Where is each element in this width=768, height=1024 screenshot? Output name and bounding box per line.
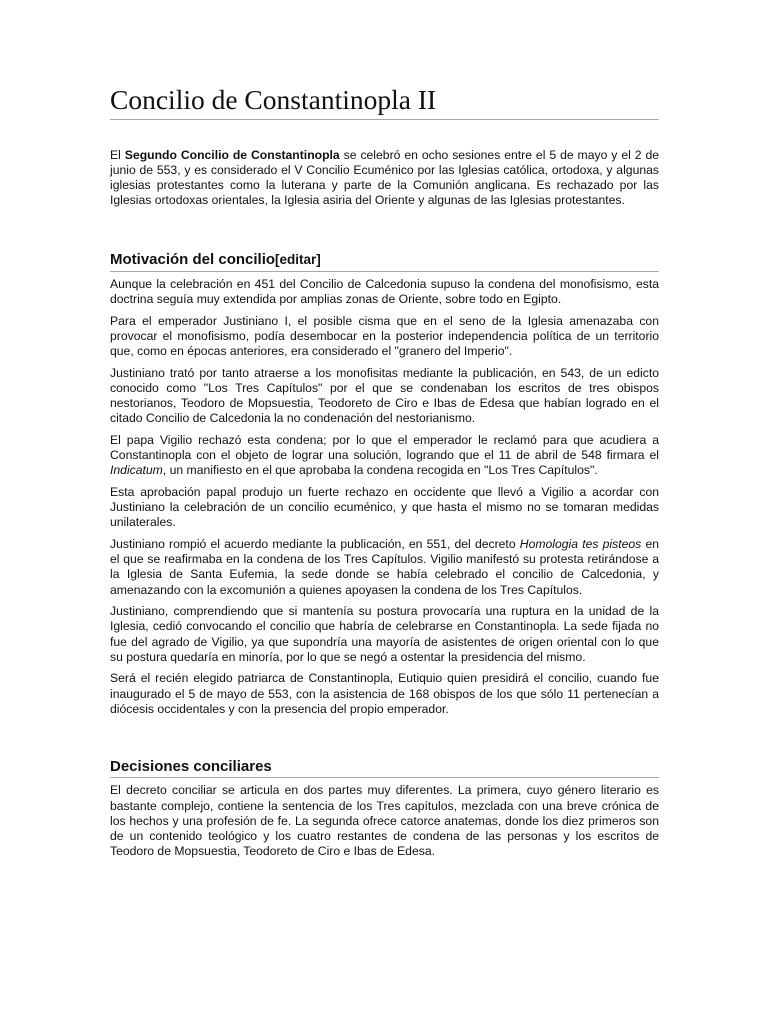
section-heading-text: Motivación del concilio [110,251,276,269]
paragraph: Para el emperador Justiniano I, el posible cisma que en el seno de la Iglesia amenazaba con provocar el monofisismo, podía desembocar en la posterior independencia política de un territorio que, como en épocas anteriores, era considerado el "granero del Imperio". [110,313,659,359]
section-body-motivacion [110,277,659,717]
paragraph-text: en el que se reafirmaba en la condena de los Tres Capítulos. Vigilio manifestó su protesta retirándose a la Iglesia de Santa Eufemia, la sede donde se había celebrado el concilio de Calcedonia, y amenazando con la excomunión a quienes apoyasen la condena de los Tres Capítulos. [110,536,659,597]
paragraph-text: El papa Vigilio rechazó esta condena; por lo que el emperador le reclamó para que acudiera a Constantinopla con el objeto de lograr una solución, logrando que el 11 de abril de 548 firmara el [110,432,659,463]
paragraph [110,537,659,598]
section-heading-motivacion [110,250,659,272]
section-heading-decisiones: Decisiones conciliares [110,757,659,779]
edit-link[interactable]: [editar] [275,252,321,268]
paragraph-text: , un manifiesto en el que aprobaba la condena recogida en "Los Tres Capítulos". [162,463,598,478]
section-motivacion [110,250,659,717]
paragraph-italic-term: Homologia tes pisteos [519,536,642,551]
article-body [110,84,659,859]
paragraph: Justiniano, comprendiendo que si mantenía su postura provocaría una ruptura en la unidad de la Iglesia, cedió convocando el concilio que habría de celebrarse en Constantinopla. La sede fijada no fue del agrado de Vigilio, ya que supondría una mayoría de asistentes de origen oriental con lo que su postura quedaría en minoría, por lo que se negó a ostentar la presidencia del mismo. [110,604,659,664]
section-body-decisiones [110,783,659,859]
paragraph: Justiniano trató por tanto atraerse a los monofisitas mediante la publicación, en 543, de un edicto conocido como "Los Tres Capítulos" por el que se condenaban los escritos de tres obispos nestorianos, Teodoro de Mopsuestia, Teodoreto de Ciro e Ibas de Edesa que habían logrado en el citado Concilio de Calcedonia la no condenación del nestorianismo. [110,365,659,426]
page-title: Concilio de Constantinopla II [110,84,659,120]
intro-text-rest: se celebró en ocho sesiones entre el 5 de mayo y el 2 de junio de 553, y es considerado el V Concilio Ecuménico por las Iglesias católica, ortodoxa, y algunas iglesias protestantes como la luterana y parte de la Comunión anglicana. Es rechazado por las Iglesias ortodoxas orientales, la Iglesia asiria del Oriente y algunas de las Iglesias protestantes. [110,147,659,208]
paragraph-italic-term: Indicatum [110,463,163,478]
paragraph: Esta aprobación papal produjo un fuerte rechazo en occidente que llevó a Vigilio a acordar con Justiniano la celebración de un concilio ecuménico, y que hasta el mismo no se tomaran medidas unilaterales. [110,484,659,530]
paragraph: El decreto conciliar se articula en dos partes muy diferentes. La primera, cuyo género literario es bastante complejo, contiene la sentencia de los Tres capítulos, mezclada con una breve crónica de los hechos y una profesión de fe. La segunda ofrece catorce anatemas, donde los diez primeros son de un contenido teológico y los cuatro restantes de condena de las personas y los escritos de Teodoro de Mopsuestia, Teodoreto de Ciro e Ibas de Edesa. [110,783,659,859]
intro-text-start: El [110,147,125,162]
paragraph-text: Justiniano rompió el acuerdo mediante la publicación, en 551, del decreto [110,536,520,551]
intro-bold-term: Segundo Concilio de Constantinopla [124,147,340,162]
section-decisiones [110,757,659,860]
paragraph: Será el recién elegido patriarca de Constantinopla, Eutiquio quien presidirá el concilio, cuando fue inaugurado el 5 de mayo de 553, con la asistencia de 168 obispos de los que sólo 11 pertenecían a diócesis occidentales y con la presencia del propio emperador. [110,671,659,716]
paragraph: Aunque la celebración en 451 del Concilio de Calcedonia supuso la condena del monofisismo, esta doctrina seguía muy extendida por amplias zonas de Oriente, sobre todo en Egipto. [110,276,659,307]
intro-paragraph [110,148,659,209]
paragraph [110,433,659,479]
